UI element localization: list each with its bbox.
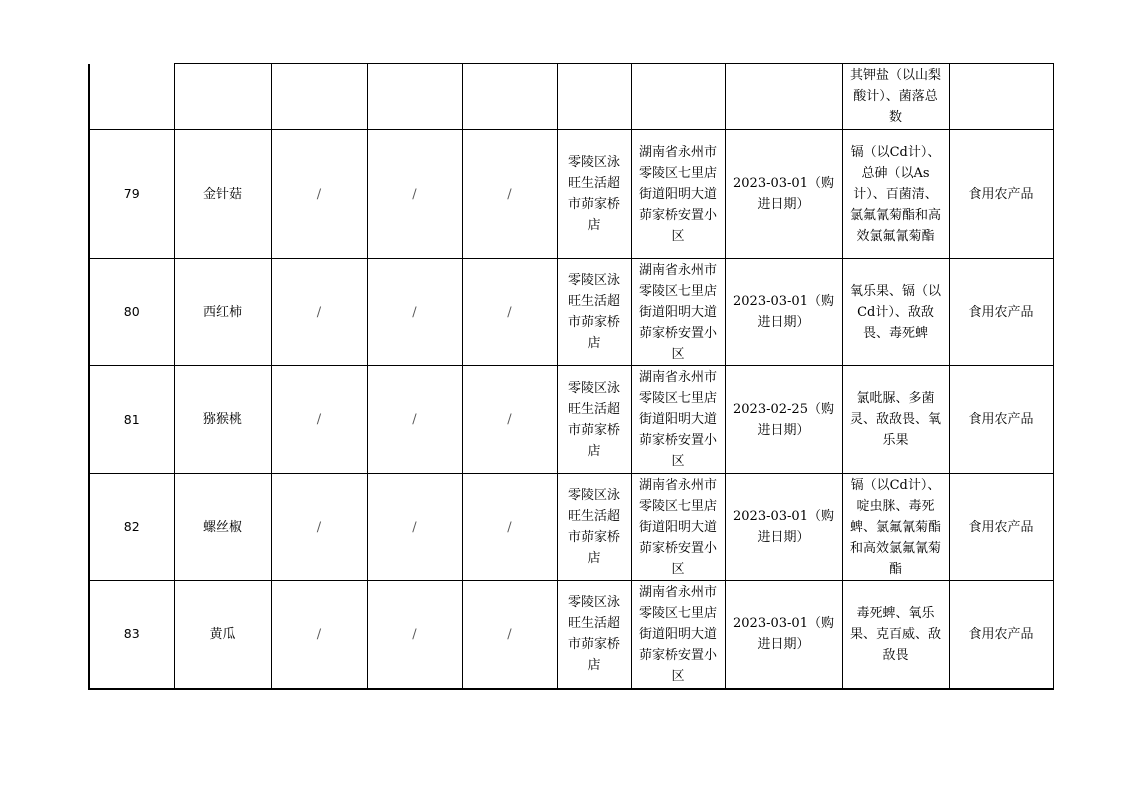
col3-cell: / — [271, 474, 367, 581]
col3-cell: / — [271, 581, 367, 689]
category-cell: 食用农产品 — [949, 259, 1053, 366]
col3-cell — [271, 64, 367, 130]
date-cell: 2023-03-01（购进日期） — [725, 130, 842, 259]
product-cell: 西红柿 — [174, 259, 271, 366]
col3-cell: / — [271, 130, 367, 259]
col4-cell: / — [367, 581, 462, 689]
inspection-results-table — [88, 63, 1054, 690]
category-cell: 食用农产品 — [949, 366, 1053, 474]
date-cell — [725, 64, 842, 130]
store-cell: 零陵区泳旺生活超市茆家桥店 — [557, 259, 631, 366]
table-row — [89, 581, 1053, 689]
items-tested-cell: 氧乐果、镉（以Cd计）、敌敌畏、毒死蜱 — [842, 259, 949, 366]
address-cell — [631, 64, 725, 130]
address-cell: 湖南省永州市零陵区七里店街道阳明大道茆家桥安置小区 — [631, 581, 725, 689]
table-row-continuation — [89, 64, 1053, 130]
table-row — [89, 259, 1053, 366]
col5-cell: / — [462, 130, 557, 259]
items-tested-cell: 氯吡脲、多菌灵、敌敌畏、氧乐果 — [842, 366, 949, 474]
col4-cell: / — [367, 259, 462, 366]
category-cell: 食用农产品 — [949, 130, 1053, 259]
table-row — [89, 366, 1053, 474]
col5-cell: / — [462, 366, 557, 474]
store-cell: 零陵区泳旺生活超市茆家桥店 — [557, 474, 631, 581]
seq-cell: 80 — [89, 259, 174, 366]
category-cell — [949, 64, 1053, 130]
col4-cell: / — [367, 130, 462, 259]
col3-cell: / — [271, 366, 367, 474]
col4-cell: / — [367, 474, 462, 581]
address-cell: 湖南省永州市零陵区七里店街道阳明大道茆家桥安置小区 — [631, 130, 725, 259]
seq-cell: 79 — [89, 130, 174, 259]
date-cell: 2023-03-01（购进日期） — [725, 474, 842, 581]
col4-cell: / — [367, 366, 462, 474]
store-cell — [557, 64, 631, 130]
address-cell: 湖南省永州市零陵区七里店街道阳明大道茆家桥安置小区 — [631, 259, 725, 366]
product-cell: 黄瓜 — [174, 581, 271, 689]
store-cell: 零陵区泳旺生活超市茆家桥店 — [557, 130, 631, 259]
product-cell — [174, 64, 271, 130]
store-cell: 零陵区泳旺生活超市茆家桥店 — [557, 581, 631, 689]
col5-cell — [462, 64, 557, 130]
col5-cell: / — [462, 474, 557, 581]
col4-cell — [367, 64, 462, 130]
table-row — [89, 474, 1053, 581]
address-cell: 湖南省永州市零陵区七里店街道阳明大道茆家桥安置小区 — [631, 474, 725, 581]
date-cell: 2023-03-01（购进日期） — [725, 259, 842, 366]
seq-cell: 81 — [89, 366, 174, 474]
col3-cell: / — [271, 259, 367, 366]
category-cell: 食用农产品 — [949, 581, 1053, 689]
product-cell: 金针菇 — [174, 130, 271, 259]
col5-cell: / — [462, 581, 557, 689]
product-cell: 螺丝椒 — [174, 474, 271, 581]
product-cell: 猕猴桃 — [174, 366, 271, 474]
seq-cell: 83 — [89, 581, 174, 689]
date-cell: 2023-03-01（购进日期） — [725, 581, 842, 689]
category-cell: 食用农产品 — [949, 474, 1053, 581]
seq-cell: 82 — [89, 474, 174, 581]
col5-cell: / — [462, 259, 557, 366]
items-tested-cell: 其钾盐（以山梨酸计）、菌落总数 — [842, 64, 949, 130]
store-cell: 零陵区泳旺生活超市茆家桥店 — [557, 366, 631, 474]
address-cell: 湖南省永州市零陵区七里店街道阳明大道茆家桥安置小区 — [631, 366, 725, 474]
seq-cell — [89, 64, 174, 130]
items-tested-cell: 镉（以Cd计）、总砷（以As计）、百菌清、氯氟氰菊酯和高效氯氟氰菊酯 — [842, 130, 949, 259]
items-tested-cell: 毒死蜱、氧乐果、克百威、敌敌畏 — [842, 581, 949, 689]
table-row — [89, 130, 1053, 259]
items-tested-cell: 镉（以Cd计）、啶虫脒、毒死蜱、氯氟氰菊酯和高效氯氟氰菊酯 — [842, 474, 949, 581]
date-cell: 2023-02-25（购进日期） — [725, 366, 842, 474]
